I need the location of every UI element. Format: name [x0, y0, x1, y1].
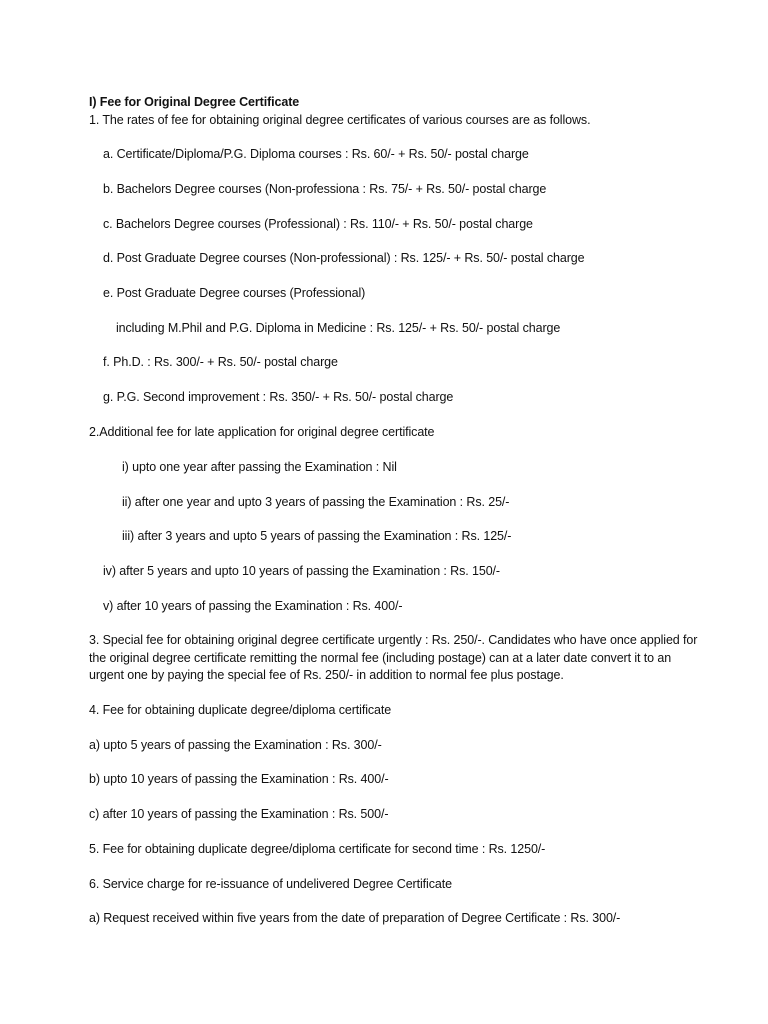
fee-item-c: c. Bachelors Degree courses (Professional) : Rs. 110/- + Rs. 50/- postal charge	[103, 217, 533, 231]
section-4-heading: 4. Fee for obtaining duplicate degree/diploma certificate	[89, 703, 392, 717]
fee-item-g: g. P.G. Second improvement : Rs. 350/- + Rs. 50/- postal charge	[103, 390, 454, 404]
duplicate-fee-item-a: a) upto 5 years of passing the Examination : Rs. 300/-	[89, 738, 382, 752]
fee-item-a: a. Certificate/Diploma/P.G. Diploma courses : Rs. 60/- + Rs. 50/- postal charge	[103, 147, 529, 161]
late-fee-item-iii: iii) after 3 years and upto 5 years of passing the Examination : Rs. 125/-	[122, 529, 512, 543]
service-charge-item-a: a) Request received within five years from the date of preparation of Degree Certificate : Rs. 300/-	[89, 911, 621, 925]
late-fee-item-iv: iv) after 5 years and upto 10 years of passing the Examination : Rs. 150/-	[103, 564, 500, 578]
fee-item-e: e. Post Graduate Degree courses (Professional)	[103, 286, 366, 300]
fee-item-f: f. Ph.D. : Rs. 300/- + Rs. 50/- postal charge	[103, 355, 338, 369]
section-1-heading: I) Fee for Original Degree Certificate	[89, 95, 300, 109]
section-1-intro: 1. The rates of fee for obtaining original degree certificates of various courses are as follows.	[89, 113, 591, 127]
section-2-heading: 2.Additional fee for late application for original degree certificate	[89, 425, 435, 439]
duplicate-fee-item-b: b) upto 10 years of passing the Examination : Rs. 400/-	[89, 772, 389, 786]
late-fee-item-i: i) upto one year after passing the Examination : Nil	[122, 460, 397, 474]
duplicate-fee-item-c: c) after 10 years of passing the Examination : Rs. 500/-	[89, 807, 389, 821]
fee-item-b: b. Bachelors Degree courses (Non-professiona : Rs. 75/- + Rs. 50/- postal charge	[103, 182, 547, 196]
section-5-text: 5. Fee for obtaining duplicate degree/diploma certificate for second time : Rs. 1250/-	[89, 842, 546, 856]
section-3-paragraph: 3. Special fee for obtaining original degree certificate urgently : Rs. 250/-. Candidates who have once applied for the original degree certificate remitting the normal fee (including postage) can at a later date convert it to an urgent one by paying the special fee of Rs. 250/- in addition to normal fee plus postage.	[89, 633, 698, 682]
fee-item-d: d. Post Graduate Degree courses (Non-professional) : Rs. 125/- + Rs. 50/- postal charge	[103, 251, 585, 265]
section-6-heading: 6. Service charge for re-issuance of undelivered Degree Certificate	[89, 877, 452, 891]
fee-item-e-continuation: including M.Phil and P.G. Diploma in Medicine : Rs. 125/- + Rs. 50/- postal charge	[116, 321, 561, 335]
late-fee-item-ii: ii) after one year and upto 3 years of passing the Examination : Rs. 25/-	[122, 495, 510, 509]
late-fee-item-v: v) after 10 years of passing the Examination : Rs. 400/-	[103, 599, 403, 613]
